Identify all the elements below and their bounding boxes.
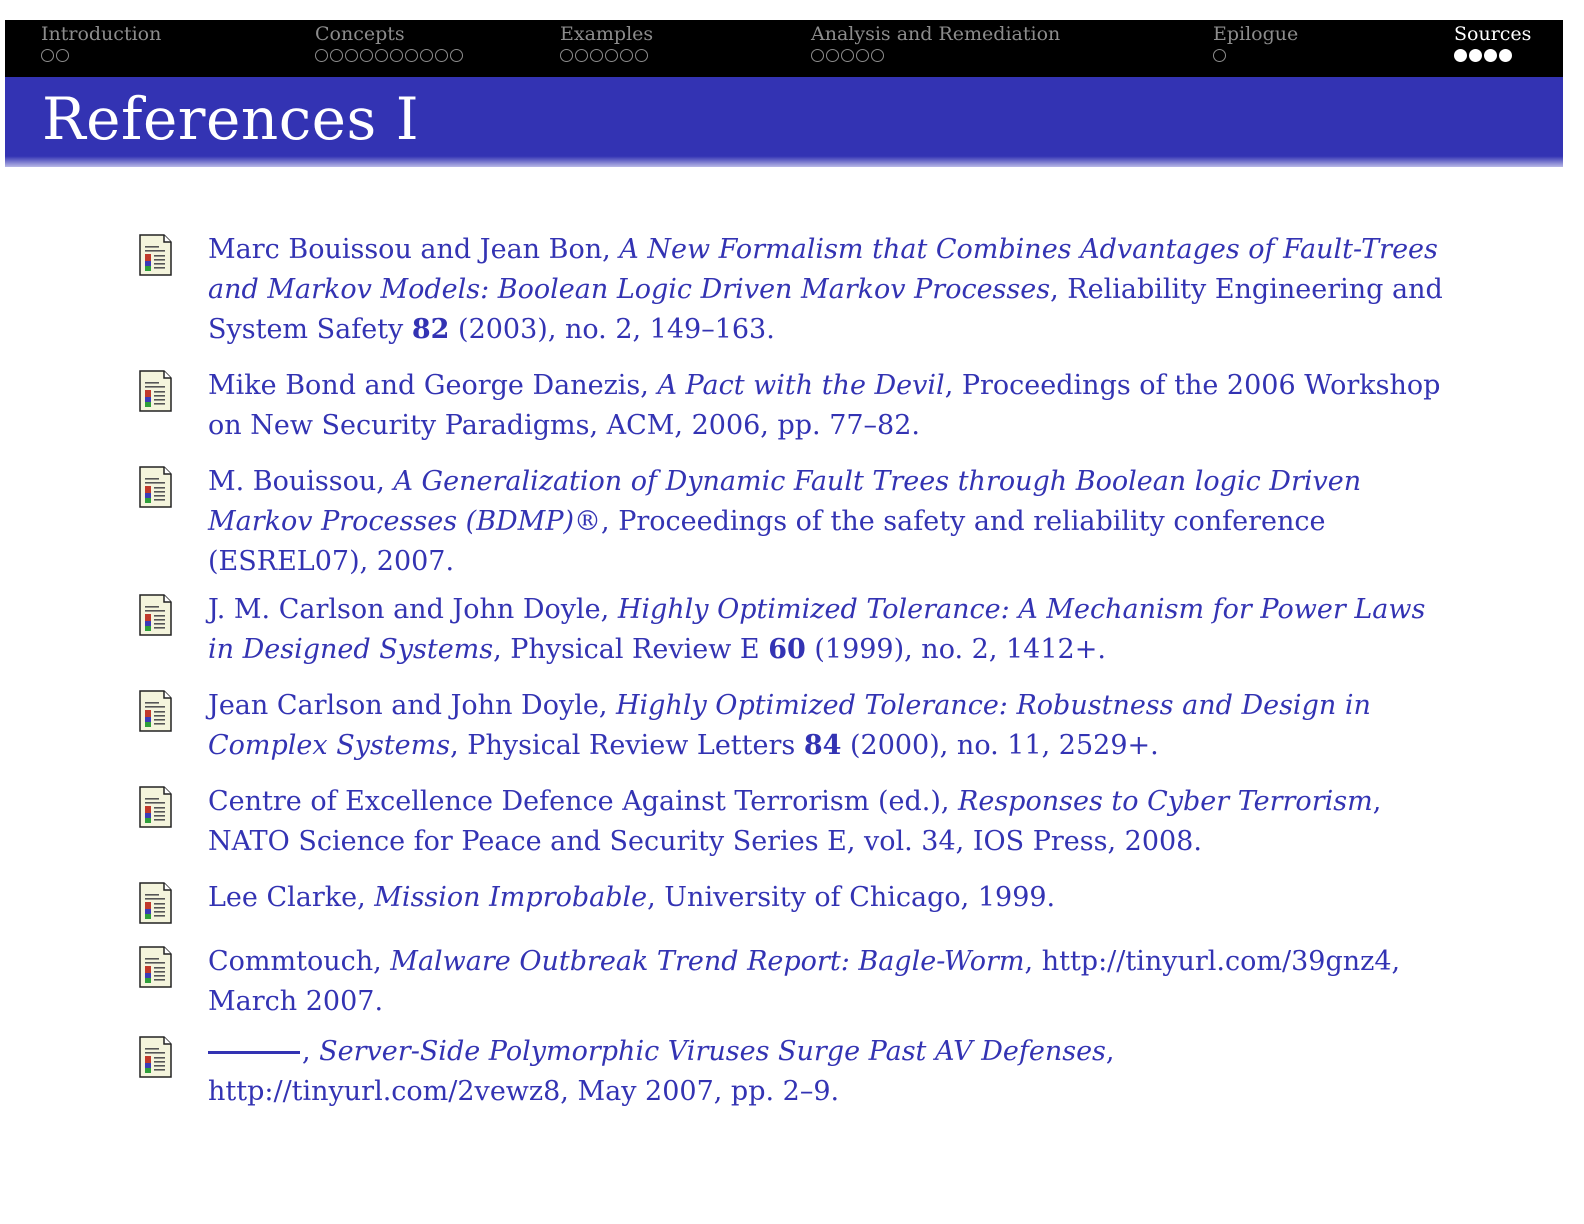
reference-list: [138, 230, 1458, 1112]
article-icon: [138, 370, 173, 412]
reference-authors: Marc Bouissou and Jean Bon,: [208, 234, 620, 265]
article-icon: [138, 690, 173, 732]
reference-authors: Lee Clarke,: [208, 882, 375, 913]
nav-dot[interactable]: [811, 49, 824, 62]
reference-title: Highly Optimized Tolerance: Robustness and Design in Complex Systems: [208, 690, 1371, 761]
nav-section-label[interactable]: Concepts: [315, 23, 405, 45]
nav-section-concepts[interactable]: [315, 23, 463, 67]
reference-item: [138, 878, 1458, 918]
reference-volume: 60: [768, 634, 806, 665]
nav-dot[interactable]: [41, 49, 54, 62]
nav-section-introduction[interactable]: [41, 23, 161, 67]
nav-section-label[interactable]: Sources: [1454, 23, 1532, 45]
nav-dot[interactable]: [826, 49, 839, 62]
reference-authors: Commtouch,: [208, 946, 391, 977]
reference-item: [138, 366, 1458, 446]
nav-dot[interactable]: [56, 49, 69, 62]
nav-dot[interactable]: [360, 49, 373, 62]
nav-section-epilogue[interactable]: [1213, 23, 1298, 67]
nav-section-label[interactable]: Analysis and Remediation: [811, 23, 1061, 45]
nav-dot[interactable]: [605, 49, 618, 62]
nav-dot[interactable]: [315, 49, 328, 62]
nav-dot[interactable]: [871, 49, 884, 62]
reference-authors: Jean Carlson and John Doyle,: [208, 690, 616, 721]
nav-section-examples[interactable]: [560, 23, 653, 67]
nav-dot[interactable]: [856, 49, 869, 62]
nav-dot[interactable]: [450, 49, 463, 62]
reference-source: ®, Proceedings of the safety and reliability conference (ESREL07), 2007.: [208, 506, 1326, 577]
reference-authors: J. M. Carlson and John Doyle,: [208, 594, 618, 625]
article-icon: [138, 882, 173, 924]
reference-source: , Reliability Engineering and System Safety: [208, 274, 1443, 345]
nav-section-label[interactable]: Epilogue: [1213, 23, 1299, 45]
nav-section-label[interactable]: Examples: [560, 23, 654, 45]
reference-authors: Centre of Excellence Defence Against Terrorism (ed.),: [208, 786, 959, 817]
same-author-dash: [208, 1051, 300, 1054]
nav-dots: [811, 49, 1060, 67]
reference-item: [138, 1032, 1458, 1112]
nav-dot[interactable]: [375, 49, 388, 62]
nav-dot[interactable]: [590, 49, 603, 62]
reference-details: (1999), no. 2, 1412+.: [805, 634, 1106, 665]
nav-dots: [1213, 49, 1298, 67]
reference-details: (2000), no. 11, 2529+.: [841, 730, 1159, 761]
reference-title: A New Formalism that Combines Advantages of Fault-Trees and Markov Models: Boolean Logic Driven Markov Processes: [208, 234, 1438, 305]
reference-title: A Pact with the Devil: [657, 370, 945, 401]
reference-title: A Generalization of Dynamic Fault Trees through Boolean logic Driven Markov Processes (BDMP): [208, 466, 1362, 537]
nav-dot[interactable]: [330, 49, 343, 62]
reference-item: [138, 590, 1458, 670]
nav-dot[interactable]: [841, 49, 854, 62]
reference-source: , http://tinyurl.com/39gnz4, March 2007.: [208, 946, 1401, 1017]
article-icon: [138, 946, 173, 988]
nav-dot[interactable]: [1454, 49, 1467, 62]
reference-authors: M. Bouissou,: [208, 466, 394, 497]
reference-title: Malware Outbreak Trend Report: Bagle-Worm: [390, 946, 1025, 977]
article-icon: [138, 234, 173, 276]
reference-item: [138, 782, 1458, 862]
nav-section-analysis[interactable]: [811, 23, 1060, 67]
nav-dot[interactable]: [1213, 49, 1226, 62]
reference-item: [138, 230, 1458, 350]
reference-title: Highly Optimized Tolerance: A Mechanism for Power Laws in Designed Systems: [208, 594, 1426, 665]
nav-dot[interactable]: [1484, 49, 1497, 62]
article-icon: [138, 466, 173, 508]
reference-source: , Proceedings of the 2006 Workshop on New Security Paradigms, ACM, 2006, pp. 77–82.: [208, 370, 1441, 441]
reference-item: [138, 686, 1458, 766]
reference-item: [138, 942, 1458, 1022]
reference-source: , http://tinyurl.com/2vewz8, May 2007, pp. 2–9.: [208, 1036, 1115, 1107]
nav-dot[interactable]: [420, 49, 433, 62]
reference-item: [138, 462, 1458, 582]
nav-dot[interactable]: [390, 49, 403, 62]
nav-dot[interactable]: [405, 49, 418, 62]
reference-authors: Mike Bond and George Danezis,: [208, 370, 658, 401]
reference-source: , Physical Review E: [493, 634, 769, 665]
reference-source: , University of Chicago, 1999.: [647, 882, 1056, 913]
nav-dot[interactable]: [560, 49, 573, 62]
nav-dot[interactable]: [1469, 49, 1482, 62]
nav-dots: [560, 49, 653, 67]
nav-section-sources[interactable]: [1454, 23, 1531, 67]
nav-dots: [315, 49, 463, 67]
article-icon: [138, 594, 173, 636]
reference-title: Server-Side Polymorphic Viruses Surge Past AV Defenses: [319, 1036, 1106, 1067]
navigation-bar: [5, 20, 1563, 77]
nav-section-label[interactable]: Introduction: [41, 23, 162, 45]
reference-source: , Physical Review Letters: [450, 730, 804, 761]
title-bar: [5, 77, 1563, 167]
reference-source: , NATO Science for Peace and Security Series E, vol. 34, IOS Press, 2008.: [208, 786, 1382, 857]
reference-volume: 82: [411, 314, 450, 345]
reference-authors: ,: [302, 1036, 320, 1067]
nav-dot[interactable]: [620, 49, 633, 62]
nav-dot[interactable]: [635, 49, 648, 62]
reference-details: (2003), no. 2, 149–163.: [449, 314, 775, 345]
reference-volume: 84: [803, 730, 842, 761]
nav-dots: [1454, 49, 1531, 67]
nav-dot[interactable]: [575, 49, 588, 62]
reference-title: Responses to Cyber Terrorism: [958, 786, 1373, 817]
nav-dot[interactable]: [435, 49, 448, 62]
nav-dot[interactable]: [1499, 49, 1512, 62]
reference-title: Mission Improbable: [374, 882, 648, 913]
article-icon: [138, 1036, 173, 1078]
nav-dots: [41, 49, 161, 67]
article-icon: [138, 786, 173, 828]
page-title: References I: [42, 85, 420, 153]
nav-dot[interactable]: [345, 49, 358, 62]
